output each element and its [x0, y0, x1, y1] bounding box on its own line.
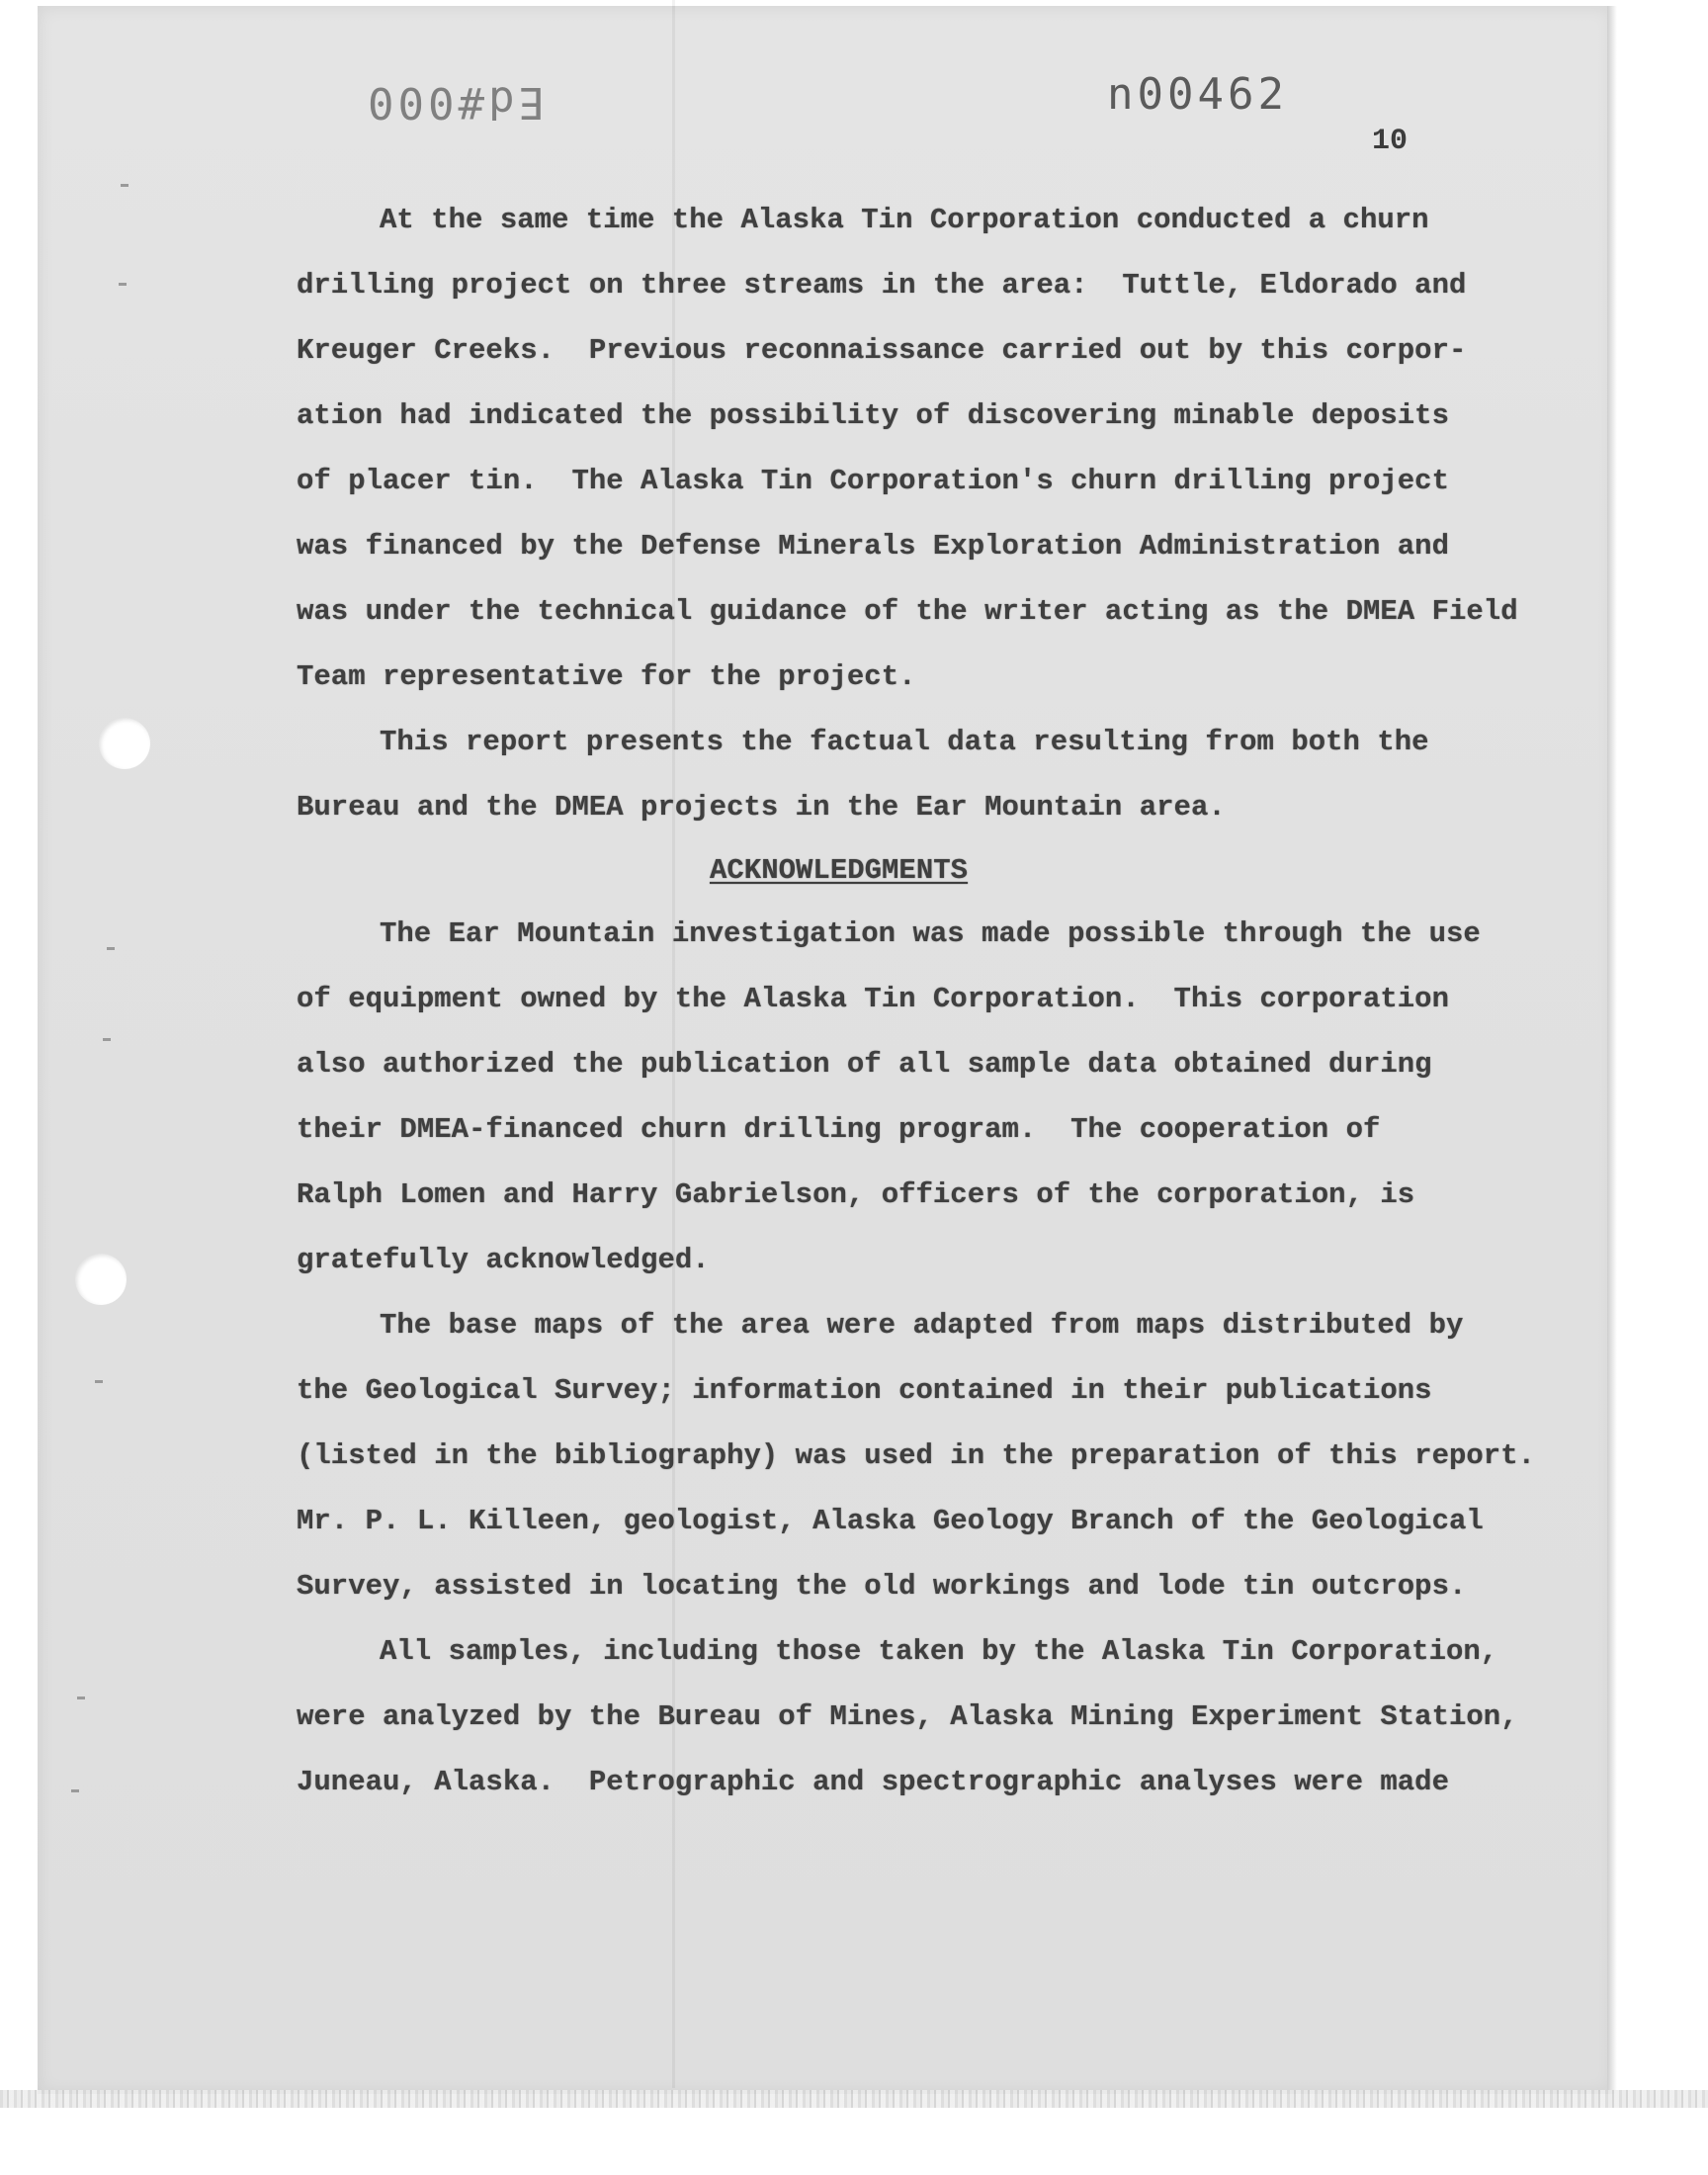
text-line: The Ear Mountain investigation was made possible through the use	[380, 917, 1481, 950]
margin-mark	[103, 1038, 111, 1041]
paragraph-acknowledgments	[297, 902, 1483, 1293]
margin-mark	[95, 1380, 103, 1383]
margin-mark	[121, 184, 128, 187]
text-line: Juneau, Alaska. Petrographic and spectrographic analyses were made	[297, 1766, 1449, 1798]
text-line: Mr. P. L. Killeen, geologist, Alaska Geology Branch of the Geological	[297, 1505, 1484, 1537]
page-number: 10	[1372, 125, 1409, 158]
text-line: drilling project on three streams in the area: Tuttle, Eldorado and	[297, 269, 1467, 302]
text-line: At the same time the Alaska Tin Corporation conducted a churn	[380, 204, 1429, 236]
text-line: The base maps of the area were adapted from maps distributed by	[380, 1309, 1464, 1342]
text-line: All samples, including those taken by the Alaska Tin Corporation,	[380, 1635, 1498, 1668]
document-stamp-right: n00462	[1107, 69, 1288, 120]
text-line: of equipment owned by the Alaska Tin Corporation. This corporation	[297, 983, 1449, 1015]
scanner-edge-strip	[0, 2090, 1708, 2108]
paragraph-report-scope	[297, 710, 1483, 840]
text-line: was financed by the Defense Minerals Exploration Administration and	[297, 530, 1449, 563]
paragraph-base-maps	[297, 1293, 1536, 1619]
text-line: also authorized the publication of all sample data obtained during	[297, 1048, 1432, 1081]
paragraph-intro-churn-drilling	[297, 188, 1518, 710]
text-line: ation had indicated the possibility of discovering minable deposits	[297, 399, 1449, 432]
sheet-edge-shadow	[1607, 6, 1617, 2094]
text-line: Ralph Lomen and Harry Gabrielson, officers of the corporation, is	[297, 1178, 1415, 1211]
paragraph-sample-analysis	[297, 1619, 1518, 1815]
document-body	[297, 188, 1536, 1815]
text-line: were analyzed by the Bureau of Mines, Alaska Mining Experiment Station,	[297, 1700, 1518, 1733]
margin-mark	[119, 283, 127, 286]
text-line: the Geological Survey; information contained in their publications	[297, 1374, 1432, 1407]
text-line: Survey, assisted in locating the old workings and lode tin outcrops.	[297, 1570, 1467, 1603]
document-stamp-left: Ed#000	[364, 77, 545, 128]
margin-mark	[77, 1696, 85, 1699]
text-line: of placer tin. The Alaska Tin Corporation's churn drilling project	[297, 465, 1449, 497]
text-line: (listed in the bibliography) was used in the preparation of this report.	[297, 1439, 1536, 1472]
margin-mark	[107, 947, 115, 950]
text-line: Team representative for the project.	[297, 660, 916, 693]
margin-mark	[71, 1789, 79, 1792]
section-heading-acknowledgments: ACKNOWLEDGMENTS	[710, 854, 969, 887]
text-line: their DMEA-financed churn drilling program. The cooperation of	[297, 1113, 1381, 1146]
text-line: was under the technical guidance of the writer acting as the DMEA Field	[297, 595, 1518, 628]
punch-hole-upper	[99, 718, 150, 769]
text-line: Bureau and the DMEA projects in the Ear Mountain area.	[297, 791, 1226, 824]
text-line: This report presents the factual data resulting from both the	[380, 726, 1429, 758]
text-line: Kreuger Creeks. Previous reconnaissance carried out by this corpor-	[297, 334, 1467, 367]
punch-hole-lower	[75, 1254, 127, 1305]
text-line: gratefully acknowledged.	[297, 1244, 710, 1276]
